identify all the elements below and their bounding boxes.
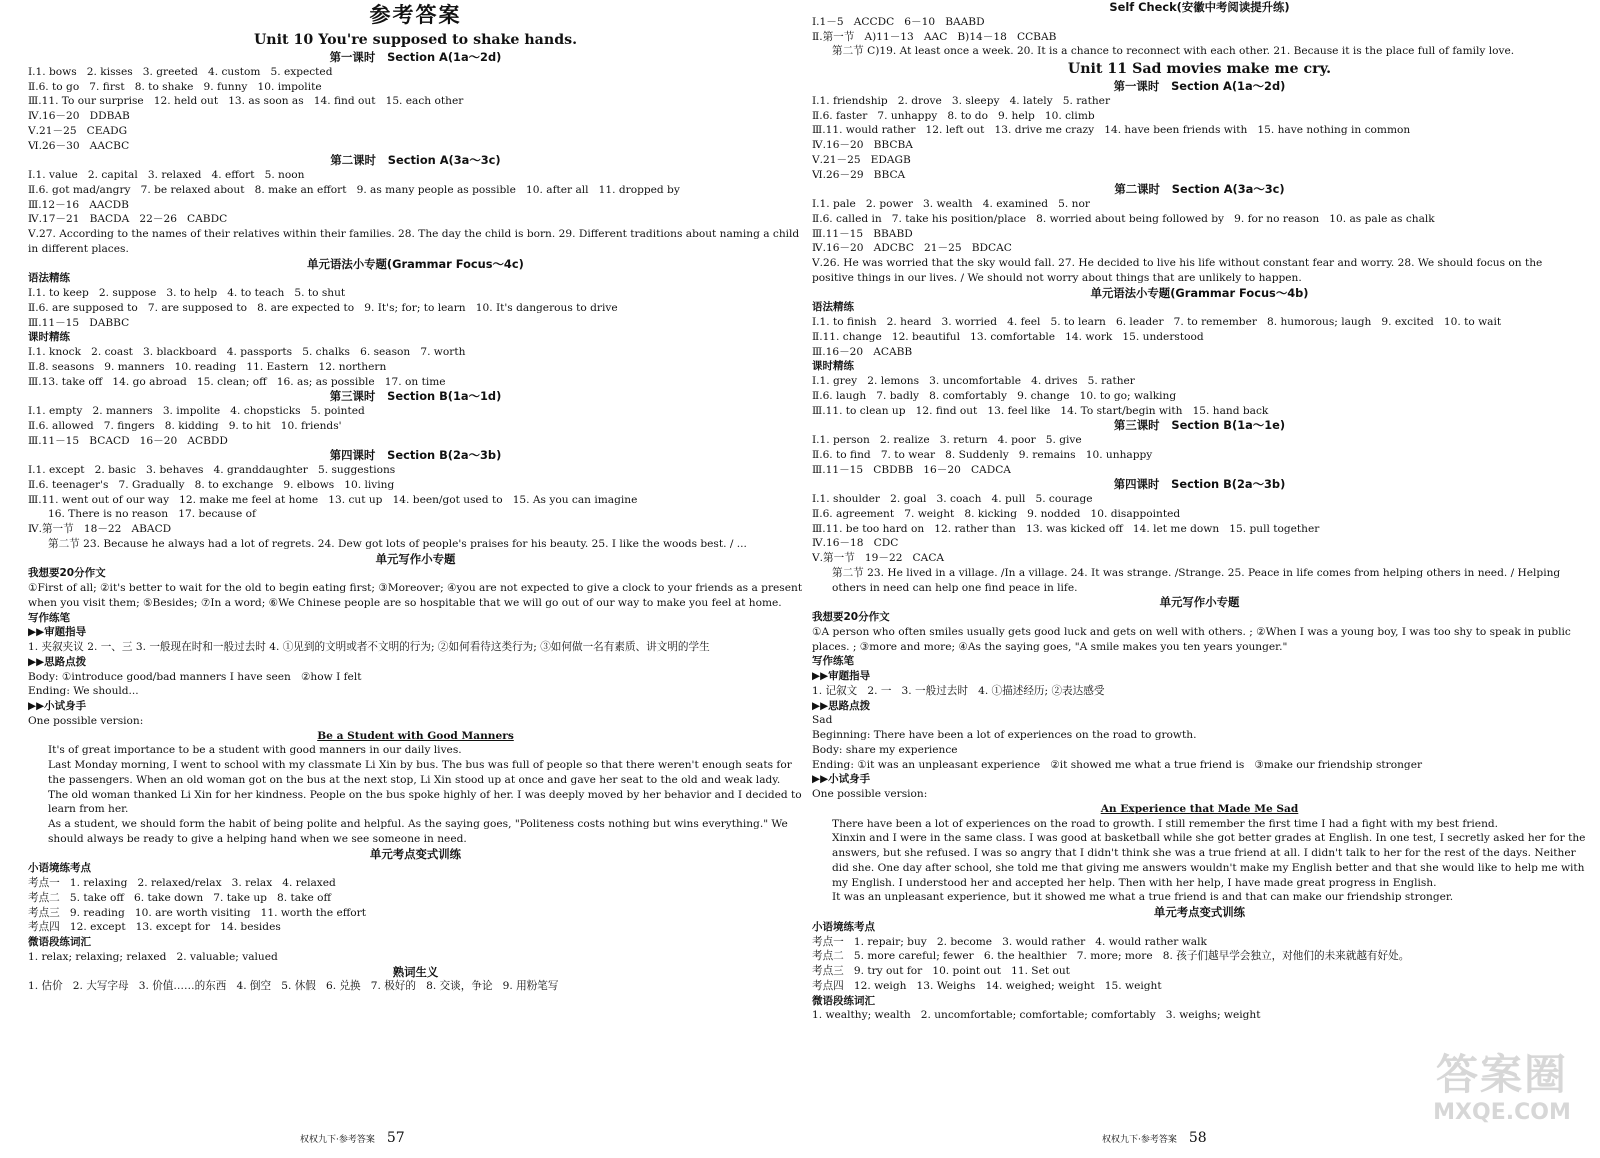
answer-line: Ⅱ.6. called in 7. take his position/place 8. worried about being followed by 9. for no reason 10. as pale as chalk — [812, 212, 1435, 225]
answer-line: Ending: We should... — [28, 685, 139, 698]
paragraph: Xinxin and I were in the same class. I was good at basketball while she got better grades at English. In one test, I secretly asked her for the answers, but she refused. I was so angry that I didn't think she was a true friend at all. I didn't talk to her for the rest of the days. Neither did she. One day after school, she told me that giving me answers wouldn't make my English better and that she would like to help me with my English. I understood her and accepted her help. Then with her help, I have made great progress in English. — [832, 832, 1586, 889]
answer-line: Ⅲ.11. to clean up 12. find out 13. feel like 14. To start/begin with 15. hand back — [812, 404, 1269, 417]
paragraph: It's of great importance to be a student with good manners in our daily lives. — [48, 744, 462, 757]
subsection-label: ▶▶小试身手 — [812, 773, 871, 786]
section-heading: 单元写作小专题 — [375, 551, 456, 566]
answer-line: 考点二 5. more careful; fewer 6. the healthier 7. more; more 8. 孩子们越早学会独立，对他们的未来就越有好处。 — [812, 950, 1410, 963]
answer-line: Ⅵ.26－29 BBCA — [812, 168, 906, 181]
answer-line: Ⅲ.13. take off 14. go abroad 15. clean; off 16. as; as possible 17. on time — [28, 375, 446, 388]
section-heading: 单元考点变式训练 — [1153, 905, 1246, 919]
composition-title: An Experience that Made Me Sad — [1100, 802, 1299, 815]
answer-line: Ⅲ.11－15 BCACD 16－20 ACBDD — [28, 434, 228, 447]
answer-line: Ⅳ.17－21 BACDA 22－26 CABDC — [28, 213, 228, 226]
answer-line: 1. wealthy; wealth 2. uncomfortable; comfortable; comfortably 3. weighs; weight — [812, 1009, 1261, 1022]
subsection-label: ▶▶审题指导 — [812, 670, 871, 682]
unit-11-title: Unit 11 Sad movies make me cry. — [1067, 61, 1332, 77]
section-heading: 单元考点变式训练 — [369, 846, 462, 861]
subsection-label: ▶▶小试身手 — [28, 700, 87, 712]
subsection-label: ▶▶审题指导 — [28, 626, 87, 639]
paragraph: Ⅴ.27. According to the names of their relatives within their families. 28. The day the child is born. 29. Different traditions about naming a child in different places. — [28, 228, 800, 255]
section-heading: 第二课时 Section A(3a～3c) — [1114, 182, 1285, 197]
right-answer-page — [812, 0, 1587, 1158]
paragraph: ①First of all; ②it's better to wait for the old to begin eating first; ③Moreover; ④you are not expected to give a clock to your friends as a present when you visit them; ⑤Besides; ⑦In a word; ⑥We Chinese people are so hospitable that we will go out of our way to make you feel at home. — [28, 582, 803, 609]
answer-line: 考点四 12. except 13. except for 14. besides — [28, 921, 281, 934]
subsection-label: ▶▶思路点拨 — [28, 655, 87, 668]
section-heading: 第三课时 Section B(1a～1d) — [329, 389, 502, 404]
answer-line: 考点三 9. try out for 10. point out 11. Set out — [812, 965, 1070, 977]
paragraph: ①A person who often smiles usually gets good luck and gets on well with others. ; ②When I was a young boy, I was too shy to speak in public places. ; ③more and more; ④As the saying goes, "A smile makes you ten years younger." — [812, 625, 1571, 653]
right-footer — [1102, 1130, 1207, 1146]
answer-line: Ⅱ.11. change 12. beautiful 13. comfortable 14. work 15. understood — [812, 330, 1204, 343]
paragraph: 1. 夹叙夹议 2. 一、三 3. 一般现在时和一般过去时 4. ①见到的文明或者不文明的行为; ②如何看待这类行为; ③如何做一名有素质、讲文明的学生 — [28, 641, 710, 653]
answer-line: Ⅱ.6. agreement 7. weight 8. kicking 9. nodded 10. disappointed — [812, 507, 1181, 520]
paragraph: 第二节 23. He lived in a village. /In a village. 24. It was strange. /Strange. 25. Peace in life comes from helping others in need. / Helping others in need can help one find peace in life. — [832, 566, 1561, 594]
subsection-label: 小语境练考点 — [28, 862, 91, 875]
answer-line: Ⅰ.1. friendship 2. drove 3. sleepy 4. lately 5. rather — [812, 94, 1111, 107]
subsection-label: 课时精练 — [28, 331, 70, 344]
answer-line: 1. 估价 2. 大写字母 3. 价值……的东西 4. 倒空 5. 休假 6. 兑换 7. 极好的 8. 交谈，争论 9. 用粉笔写 — [28, 980, 559, 993]
unit-10-title: Unit 10 You're supposed to shake hands. — [253, 32, 578, 48]
section-heading: Self Check(安徽中考阅读提升练) — [1109, 0, 1290, 14]
subsection-label: 我想要20分作文 — [812, 611, 890, 623]
answer-line: Ⅲ.11－15 DABBC — [28, 316, 130, 329]
answer-line: Ⅱ.6. faster 7. unhappy 8. to do 9. help 10. climb — [812, 109, 1095, 122]
section-heading: 第三课时 Section B(1a～1e) — [1113, 418, 1286, 433]
answer-line: Ⅲ.11. went out of our way 12. make me feel at home 13. cut up 14. been/got used to 15. As you can imagine — [28, 493, 638, 506]
answer-line: Ⅱ.6. to find 7. to wear 8. Suddenly 9. remains 10. unhappy — [812, 448, 1153, 461]
subsection-label: 微语段练词汇 — [812, 994, 875, 1007]
section-heading: 单元语法小专题(Grammar Focus～4c) — [307, 256, 524, 271]
left-footer — [300, 1130, 405, 1146]
subsection-label: 写作练笔 — [28, 611, 70, 624]
subsection-label: 写作练笔 — [812, 655, 854, 668]
subsection-label: 语法精练 — [812, 301, 854, 314]
paragraph: Ⅴ.26. He was worried that the sky would fall. 27. He decided to live his life without constant fear and worry. 28. We should focus on the positive things in our lives. / We should not worry about things that are unlikely to happen. — [812, 257, 1543, 284]
answer-line: One possible version: — [812, 788, 928, 800]
answer-line: Ⅱ.6. allowed 7. fingers 8. kidding 9. to hit 10. friends' — [28, 419, 342, 432]
answer-line: Ⅱ.第一节 A)11－13 AAC B)14－18 CCBAB — [812, 30, 1057, 43]
footer-label: 权权九下·参考答案 — [1102, 1135, 1177, 1145]
paragraph: Last Monday morning, I went to school with my classmate Li Xin by bus. The bus was full of people so that there weren't enough seats for the passengers. When an old woman got on the bus at the next stop, Li Xin stood up at once and gave her seat to the old and weak lady. The old woman thanked Li Xin for her kindness. People on the bus spoke highly of her. I was deeply moved by her behavior and I decided to learn from her. — [48, 759, 802, 816]
answer-line: Ⅰ.1. knock 2. coast 3. blackboard 4. passports 5. chalks 6. season 7. worth — [28, 346, 466, 358]
answer-line: Ⅱ.6. to go 7. first 8. to shake 9. funny 10. impolite — [28, 80, 322, 93]
right-content — [812, 0, 1587, 1023]
section-heading: 第四课时 Section B(2a～3b) — [329, 448, 502, 463]
paragraph: 16. There is no reason 17. because of — [48, 508, 256, 521]
answer-line: Ⅰ.1. value 2. capital 3. relaxed 4. effort 5. noon — [28, 169, 305, 181]
answer-line: Ⅰ.1. pale 2. power 3. wealth 4. examined 5. nor — [812, 198, 1090, 210]
answer-line: Sad — [812, 714, 833, 727]
answer-line: Beginning: There have been a lot of experiences on the road to growth. — [812, 729, 1197, 741]
answer-line: Ⅰ.1. to finish 2. heard 3. worried 4. feel 5. to learn 6. leader 7. to remember 8. humorous; laugh 9. excited 10. to wait — [812, 316, 1502, 328]
answer-line: 考点一 1. relaxing 2. relaxed/relax 3. relax 4. relaxed — [28, 877, 336, 889]
page-number: 57 — [386, 1130, 405, 1146]
subsection-label: 小语境练考点 — [812, 920, 875, 933]
answer-line: Ⅲ.11－15 CBDBB 16－20 CADCA — [812, 463, 1011, 476]
subsection-label: 我想要20分作文 — [28, 567, 106, 580]
answer-line: Ⅳ.16－20 DDBAB — [28, 110, 130, 122]
answer-line: Ⅰ.1. to keep 2. suppose 3. to help 4. to teach 5. to shut — [28, 287, 346, 299]
answer-line: Ⅲ.12－16 AACDB — [28, 198, 129, 211]
watermark-text: 答案圈 — [1435, 1050, 1568, 1099]
answer-line: Ⅳ.16－20 ADCBC 21－25 BDCAC — [812, 242, 1012, 255]
section-heading: 第一课时 Section A(1a～2d) — [1113, 79, 1286, 93]
answer-line: Ⅳ.16－18 CDC — [812, 537, 899, 550]
subsection-label: ▶▶思路点拨 — [812, 699, 871, 712]
paragraph: 第二节 23. Because he always had a lot of regrets. 24. Dew got lots of people's praises for his beauty. 25. I like the woods best. / ... — [48, 537, 747, 550]
answer-line: Ⅲ.11. would rather 12. left out 13. drive me crazy 14. have been friends with 15. have nothing in common — [812, 124, 1411, 137]
answer-line: Ⅳ.16－20 BBCBA — [812, 139, 913, 151]
answer-line: 1. 记叙文 2. 一 3. 一般过去时 4. ①描述经历; ②表达感受 — [812, 684, 1105, 697]
answer-line: Ⅴ.第一节 19－22 CACA — [812, 552, 945, 564]
answer-line: Ⅲ.16－20 ACABB — [812, 345, 913, 358]
page-number: 58 — [1188, 1130, 1207, 1146]
subsection-label: 微语段练词汇 — [28, 936, 91, 948]
left-content — [28, 50, 803, 994]
answer-line: Ⅱ.6. laugh 7. badly 8. comfortably 9. change 10. to go; walking — [812, 389, 1177, 402]
answer-line: Ⅰ.1. shoulder 2. goal 3. coach 4. pull 5. courage — [812, 493, 1093, 505]
answer-line: Ⅱ.6. teenager's 7. Gradually 8. to exchange 9. elbows 10. living — [28, 478, 395, 491]
answer-line: Ⅰ.1－5 ACCDC 6－10 BAABD — [812, 15, 985, 28]
footer-label: 权权九下·参考答案 — [300, 1135, 375, 1145]
paragraph: 第二节 C)19. At least once a week. 20. It is a chance to reconnect with each other. 21. Because it is the place full of family love. — [832, 45, 1515, 58]
answer-line: Ⅴ.21－25 EDAGB — [812, 153, 911, 166]
answer-line: Ⅰ.1. except 2. basic 3. behaves 4. granddaughter 5. suggestions — [28, 464, 396, 476]
paragraph: As a student, we should form the habit of being polite and helpful. As the saying goes, "Politeness costs nothing but wins everything." We should always be ready to give a helping hand when we see someone in need. — [48, 818, 788, 845]
answer-line: Ⅱ.6. got mad/angry 7. be relaxed about 8. make an effort 9. as many people as possible 10. after all 11. dropped by — [28, 183, 680, 196]
watermark-url: MXQE.COM — [1433, 1100, 1571, 1125]
answer-line: 考点一 1. repair; buy 2. become 3. would rather 4. would rather walk — [812, 935, 1207, 948]
answer-line: Ⅴ.21－25 CEADG — [28, 124, 128, 137]
answer-line: 1. relax; relaxing; relaxed 2. valuable; valued — [28, 950, 278, 963]
answer-line: Ⅰ.1. grey 2. lemons 3. uncomfortable 4. drives 5. rather — [812, 375, 1135, 387]
answer-line: Ending: ①it was an unpleasant experience ②it showed me what a true friend is ③make our friendship stronger — [812, 758, 1423, 771]
answer-line: Ⅱ.6. are supposed to 7. are supposed to 8. are expected to 9. It's; for; to learn 10. It's dangerous to drive — [28, 301, 618, 314]
answer-line: Ⅲ.11－15 BBABD — [812, 227, 913, 240]
answer-line: Body: share my experience — [812, 743, 958, 756]
answer-line: 考点二 5. take off 6. take down 7. take up 8. take off — [28, 891, 332, 904]
section-heading: 单元写作小专题 — [1159, 595, 1240, 610]
answer-line: Ⅱ.8. seasons 9. manners 10. reading 11. Eastern 12. northern — [28, 360, 387, 373]
answer-line: 考点三 9. reading 10. are worth visiting 11. worth the effort — [28, 906, 367, 919]
section-heading: 第二课时 Section A(3a～3c) — [330, 153, 501, 168]
answer-line: Body: ①introduce good/bad manners I have seen ②how I felt — [28, 670, 362, 683]
answer-line: 考点四 12. weigh 13. Weighs 14. weighed; weight 15. weight — [812, 979, 1162, 992]
answer-line: Ⅵ.26－30 AACBC — [28, 139, 130, 152]
section-heading: 第四课时 Section B(2a～3b) — [1113, 477, 1286, 492]
answer-line: Ⅳ.第一节 18－22 ABACD — [28, 523, 172, 535]
answer-line: Ⅲ.11. be too hard on 12. rather than 13. was kicked off 14. let me down 15. pull together — [812, 522, 1320, 535]
section-heading: 第一课时 Section A(1a～2d) — [329, 50, 502, 64]
section-heading: 熟词生义 — [392, 964, 439, 979]
composition-title: Be a Student with Good Manners — [317, 729, 514, 742]
answer-line: Ⅰ.1. empty 2. manners 3. impolite 4. chopsticks 5. pointed — [28, 405, 365, 417]
page-title: 参考答案 — [369, 3, 462, 27]
subsection-label: 课时精练 — [812, 360, 854, 373]
subsection-label: 语法精练 — [28, 272, 70, 285]
answer-line: Ⅲ.11. To our surprise 12. held out 13. as soon as 14. find out 15. each other — [28, 95, 464, 108]
left-answer-page — [28, 0, 803, 1158]
section-heading: 单元语法小专题(Grammar Focus～4b) — [1090, 285, 1309, 300]
answer-line: Ⅰ.1. bows 2. kisses 3. greeted 4. custom 5. expected — [28, 65, 333, 78]
answer-line: Ⅰ.1. person 2. realize 3. return 4. poor 5. give — [812, 434, 1082, 446]
paragraph: There have been a lot of experiences on the road to growth. I still remember the first time I had a fight with my best friend. — [832, 817, 1499, 830]
paragraph: It was an unpleasant experience, but it showed me what a true friend is and that can make our friendship stronger. — [832, 891, 1454, 904]
answer-line: One possible version: — [28, 714, 144, 727]
